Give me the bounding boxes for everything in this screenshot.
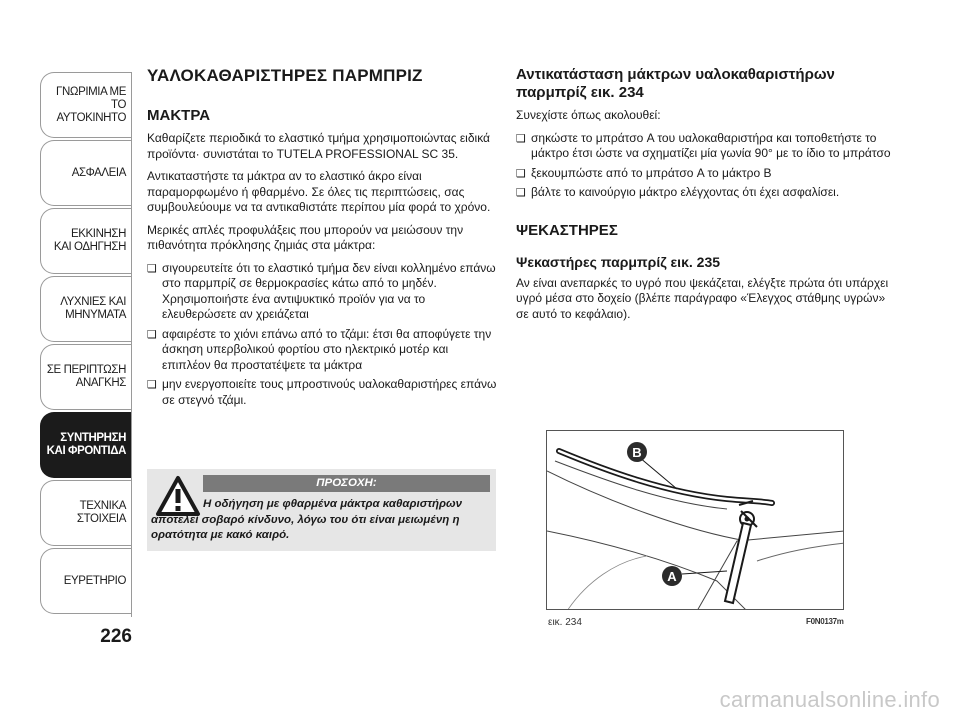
list-item: ❑ ξεκουμπώστε από το μπράτσο A το μάκτρο B — [516, 166, 896, 182]
watermark: carmanualsonline.info — [719, 687, 940, 712]
precautions-list — [147, 261, 497, 409]
paragraph: Μερικές απλές προφυλάξεις που μπορούν να μειώσουν την πιθανότητα πρόκλησης ζημιάς στα μάκτρα: — [147, 222, 464, 252]
tab-label: ΕΚΚΙΝΗΣΗ ΚΑΙ ΟΔΗΓΗΣΗ — [53, 228, 126, 253]
warning-heading: ΠΡΟΣΟΧΗ: — [203, 475, 490, 492]
list-item: ❑ βάλτε το καινούργιο μάκτρο ελέγχοντας ότι έχει ασφαλίσει. — [516, 185, 896, 201]
paragraph: Καθαρίζετε περιοδικά το ελαστικό τμήμα χρησιμοποιώντας ειδικά προϊόντα· συνιστάται το TUTELA PROFESSIONAL SC 35. — [147, 131, 490, 161]
figure-caption: εικ. 234 — [548, 617, 582, 628]
paragraph: Αντικαταστήστε τα μάκτρα αν το ελαστικό άκρο είναι παραμορφωμένο ή φθαρμένο. Σε όλες τις περιπτώσεις, σας συμβουλεύουμε να τα αντικαθιστάτε περίπου μία φορά το χρόνο. — [147, 169, 491, 214]
tab-safety[interactable] — [40, 140, 132, 206]
warning-box — [147, 469, 496, 551]
tab-emergency[interactable] — [40, 344, 132, 410]
replacement-steps-list — [516, 131, 896, 201]
tab-label: ΑΣΦΑΛΕΙΑ — [71, 166, 126, 179]
tab-index[interactable] — [40, 548, 132, 614]
tab-label: ΣΕ ΠΕΡΙΠΤΩΣΗ ΑΝΑΓΚΗΣ — [46, 364, 126, 389]
warning-text — [151, 497, 492, 544]
tab-label: ΣΥΝΤΗΡΗΣΗ ΚΑΙ ΦΡΟΝΤΙΔΑ — [46, 432, 126, 457]
label-b: B — [632, 445, 642, 460]
figure-code: F0N0137m — [806, 617, 844, 626]
tab-starting-driving[interactable] — [40, 208, 132, 274]
tab-maintenance-care[interactable] — [40, 412, 132, 478]
right-column — [516, 66, 896, 329]
label-a: A — [667, 569, 677, 584]
tab-label: ΕΥΡΕΤΗΡΙΟ — [63, 574, 126, 587]
list-item: ❑ αφαιρέστε το χιόνι επάνω από το τζάμι: έτσι θα αποφύγετε την άσκηση υπερβολικού φορτίου στο ηλεκτρικό μοτέρ και επιπλέον θα προστατέψετε τα μάκτρα — [147, 327, 497, 374]
tab-warning-lights[interactable] — [40, 276, 132, 342]
figure-wiper-blade — [546, 430, 844, 610]
section-heading-washers: ΨΕΚΑΣΤΗΡΕΣ — [516, 221, 618, 239]
tab-label: ΛΥΧΝΙΕΣ ΚΑΙ ΜΗΝΥΜΑΤΑ — [60, 296, 126, 321]
section-heading-blades: ΜΑΚΤΡΑ — [147, 107, 211, 124]
list-item: ❑ σηκώστε το μπράτσο A του υαλοκαθαριστήρα και τοποθετήστε το μάκτρο έτσι ώστε να σχηματίζει μία γωνία 90° με το ίδιο το μπράτσο — [516, 131, 896, 162]
tab-label: ΤΕΧΝΙΚΑ ΣΤΟΙΧΕΙΑ — [76, 500, 126, 525]
page-number: 226 — [100, 626, 132, 647]
subheading-windscreen-washers: Ψεκαστήρες παρμπρίζ εικ. 235 — [516, 253, 721, 270]
tab-getting-to-know[interactable] — [40, 72, 132, 138]
wiper-illustration — [547, 431, 844, 610]
section-heading-blade-replacement: Αντικατάσταση μάκτρων υαλοκαθαριστήρων παρμπρίζ εικ. 234 — [516, 66, 835, 101]
list-item: ❑ σιγουρευτείτε ότι το ελαστικό τμήμα δεν είναι κολλημένο επάνω στο παρμπρίζ σε θερμοκρασίες κάτω από το μηδέν. Χρησιμοποιήστε ένα αντιψυκτικό προϊόν για να το ελευθερώσετε αν χρειάζεται — [147, 261, 497, 323]
tab-technical-data[interactable] — [40, 480, 132, 546]
warning-text-content: Η οδήγηση με φθαρμένα μάκτρα καθαριστήρων αποτελεί σοβαρό κίνδυνο, λόγω του ότι είναι μειωμένη η ορατότητα με κακό καιρό. — [151, 498, 463, 541]
tab-spine-divider — [131, 72, 132, 617]
tab-label: ΓΝΩΡΙΜΙΑ ΜΕ ΤΟ ΑΥΤΟΚΙΝΗΤΟ — [56, 85, 126, 124]
left-column — [147, 66, 497, 415]
list-item: ❑ μην ενεργοποιείτε τους μπροστινούς υαλοκαθαριστήρες επάνω σε στεγνό τζάμι. — [147, 377, 497, 408]
page-title: ΥΑΛΟΚΑΘΑΡΙΣΤΗΡΕΣ ΠΑΡΜΠΡΙΖ — [147, 66, 423, 85]
paragraph: Αν είναι ανεπαρκές το υγρό που ψεκάζεται, ελέγξτε πρώτα ότι υπάρχει υγρό μέσα στο δοχείο (βλέπε παράγραφο «Έλεγχος στάθμης υγρών» σε αυτό το κεφάλαιο). — [516, 275, 889, 321]
paragraph: Συνεχίστε όπως ακολουθεί: — [516, 108, 661, 122]
